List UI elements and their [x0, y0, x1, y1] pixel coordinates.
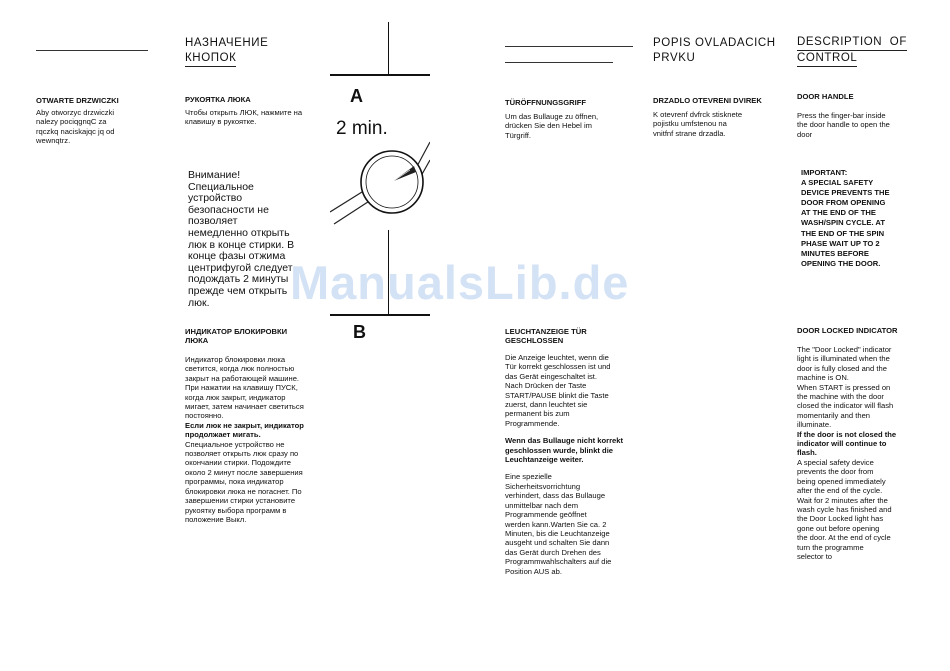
en-indicator-block	[797, 345, 917, 561]
timer-label: 2 min.	[336, 118, 388, 139]
ru-title-line1: НАЗНАЧЕНИЕ	[185, 37, 269, 49]
de-indicator-bold: Wenn das Bullauge nicht korrekt geschlossen wurde, blinkt die Leuchtanzeige weiter.	[505, 436, 624, 465]
en-indicator-text2: A special safety device prevents the door from being opened immediately after the end of the cycle. Wait for 2 minutes after the wash cycle has finished and the Door Locked light has gone out before opening the door. At the end of cycle turn the programme selector to	[797, 457, 892, 561]
de-title-rule-1	[505, 46, 633, 47]
en-important-warning: IMPORTANT: A SPECIAL SAFETY DEVICE PREVENTS THE DOOR FROM OPENING AT THE END OF THE WASH/SPIN CYCLE. AT THE END OF THE SPIN PHASE WAIT UP TO 2 MINUTES BEFORE OPENING THE DOOR.	[801, 168, 890, 268]
diagram-rule-b	[330, 314, 430, 316]
ru-indicator-text2: Специальное устройство не позволяет открыть люк сразу по окончании стирки. Подождите около 2 минут после завершения программы, пока индикатор блокировки люка не погаснет. По завершении стирки установите рукоятку выбора программ в положение Выкл.	[185, 439, 303, 524]
diagram-line-top	[388, 22, 389, 74]
de-door-text: Um das Bullauge zu öffnen, drücken Sie den Hebel im Türgriff.	[505, 112, 599, 140]
en-door-heading: DOOR HANDLE	[797, 92, 854, 101]
ru-indicator-text: Индикатор блокировки люка светится, когда люк полностью закрыт на работающей машине. При нажатии на клавишу ПУСК, когда люк закрыт, индикатор мигает, затем начинает светиться постоянно.	[185, 355, 304, 421]
pl-title-rule	[36, 50, 148, 51]
cz-title	[653, 36, 776, 66]
en-indicator-text: The "Door Locked" indicator light is illuminated when the door is fully closed and the machine is ON. When START is pressed on the machine with the door closed the indicator will flash momentarily and then illuminate.	[797, 345, 894, 430]
de-indicator-text2: Eine spezielle Sicherheitsvorrichtung verhindert, dass das Bullauge unmittelbar nach dem Programmende geöffnet werden kann.Warten Sie ca. 2 Minuten, bis die Leuchtanzeige ausgeht und schalten Sie dann das Gerät durch Drehen des Programmwahlschalters auf die Position AUS ab.	[505, 472, 612, 576]
cz-door-text: K otevrenf dvfrck stisknete pojistku umfstenou na vnitfnf strane drzadla.	[653, 110, 743, 138]
timer-illustration	[330, 112, 430, 230]
diagram-rule-a	[330, 74, 430, 76]
ru-warning: Внимание! Специальное устройство безопасности не позволяет немедленно открыть люк в конце стирки. В конце фазы отжима центрифугой следует подождать 2 минуты прежде чем открыть люк.	[188, 169, 295, 309]
diagram-label-b: B	[353, 322, 366, 342]
en-title	[797, 35, 907, 67]
watermark: ManualsLib.de	[290, 256, 630, 309]
de-indicator-heading: LEUCHTANZEIGE TÜR GESCHLOSSEN	[505, 327, 587, 345]
en-title-line2: CONTROL	[797, 51, 857, 67]
en-indicator-bold: If the door is not closed the indicator will continue to flash.	[797, 429, 897, 458]
ru-door-text: Чтобы открыть ЛЮК, нажмите на клавишу в рукоятке.	[185, 108, 303, 127]
ru-indicator-block	[185, 355, 325, 524]
ru-title-line2: КНОПОК	[185, 51, 236, 67]
de-indicator-text: Die Anzeige leuchtet, wenn die Tür korrekt geschlossen ist und das Gerät eingeschaltet ist. Nach Drücken der Taste START/PAUSE blinkt die Taste zuerst, dann leuchtet sie permanent bis zum Programmende.	[505, 353, 611, 428]
de-title-rule-2	[505, 62, 613, 63]
diagram-label-a: A	[350, 86, 363, 106]
en-title-line1: DESCRIPTION OF	[797, 35, 907, 51]
ru-title	[185, 36, 268, 67]
de-door-heading: TÜRÖFFNUNGSGRIFF	[505, 98, 586, 107]
cz-title-line2: PRVKU	[653, 52, 696, 64]
cz-door-heading: DRZADLO OTEVRENI DVIREK	[653, 96, 762, 105]
cz-title-line1: POPIS OVLADACICH	[653, 37, 776, 49]
ru-door-heading: РУКОЯТКА ЛЮКА	[185, 95, 251, 104]
pl-door-heading: OTWARTE DRZWICZKI	[36, 96, 119, 105]
pl-door-text: Aby otworzyc drzwiczki nalezy pociqgnqC za rqczkq naciskajqc jq od wewnqtrz.	[36, 108, 115, 146]
ru-indicator-bold: Если люк не закрыт, индикатор продолжает мигать.	[185, 420, 304, 440]
ru-indicator-heading: ИНДИКАТОР БЛОКИРОВКИ ЛЮКА	[185, 327, 288, 345]
de-indicator-block	[505, 353, 635, 576]
en-door-text: Press the finger-bar inside the door handle to open the door	[797, 111, 890, 139]
en-indicator-heading: DOOR LOCKED INDICATOR	[797, 326, 898, 335]
